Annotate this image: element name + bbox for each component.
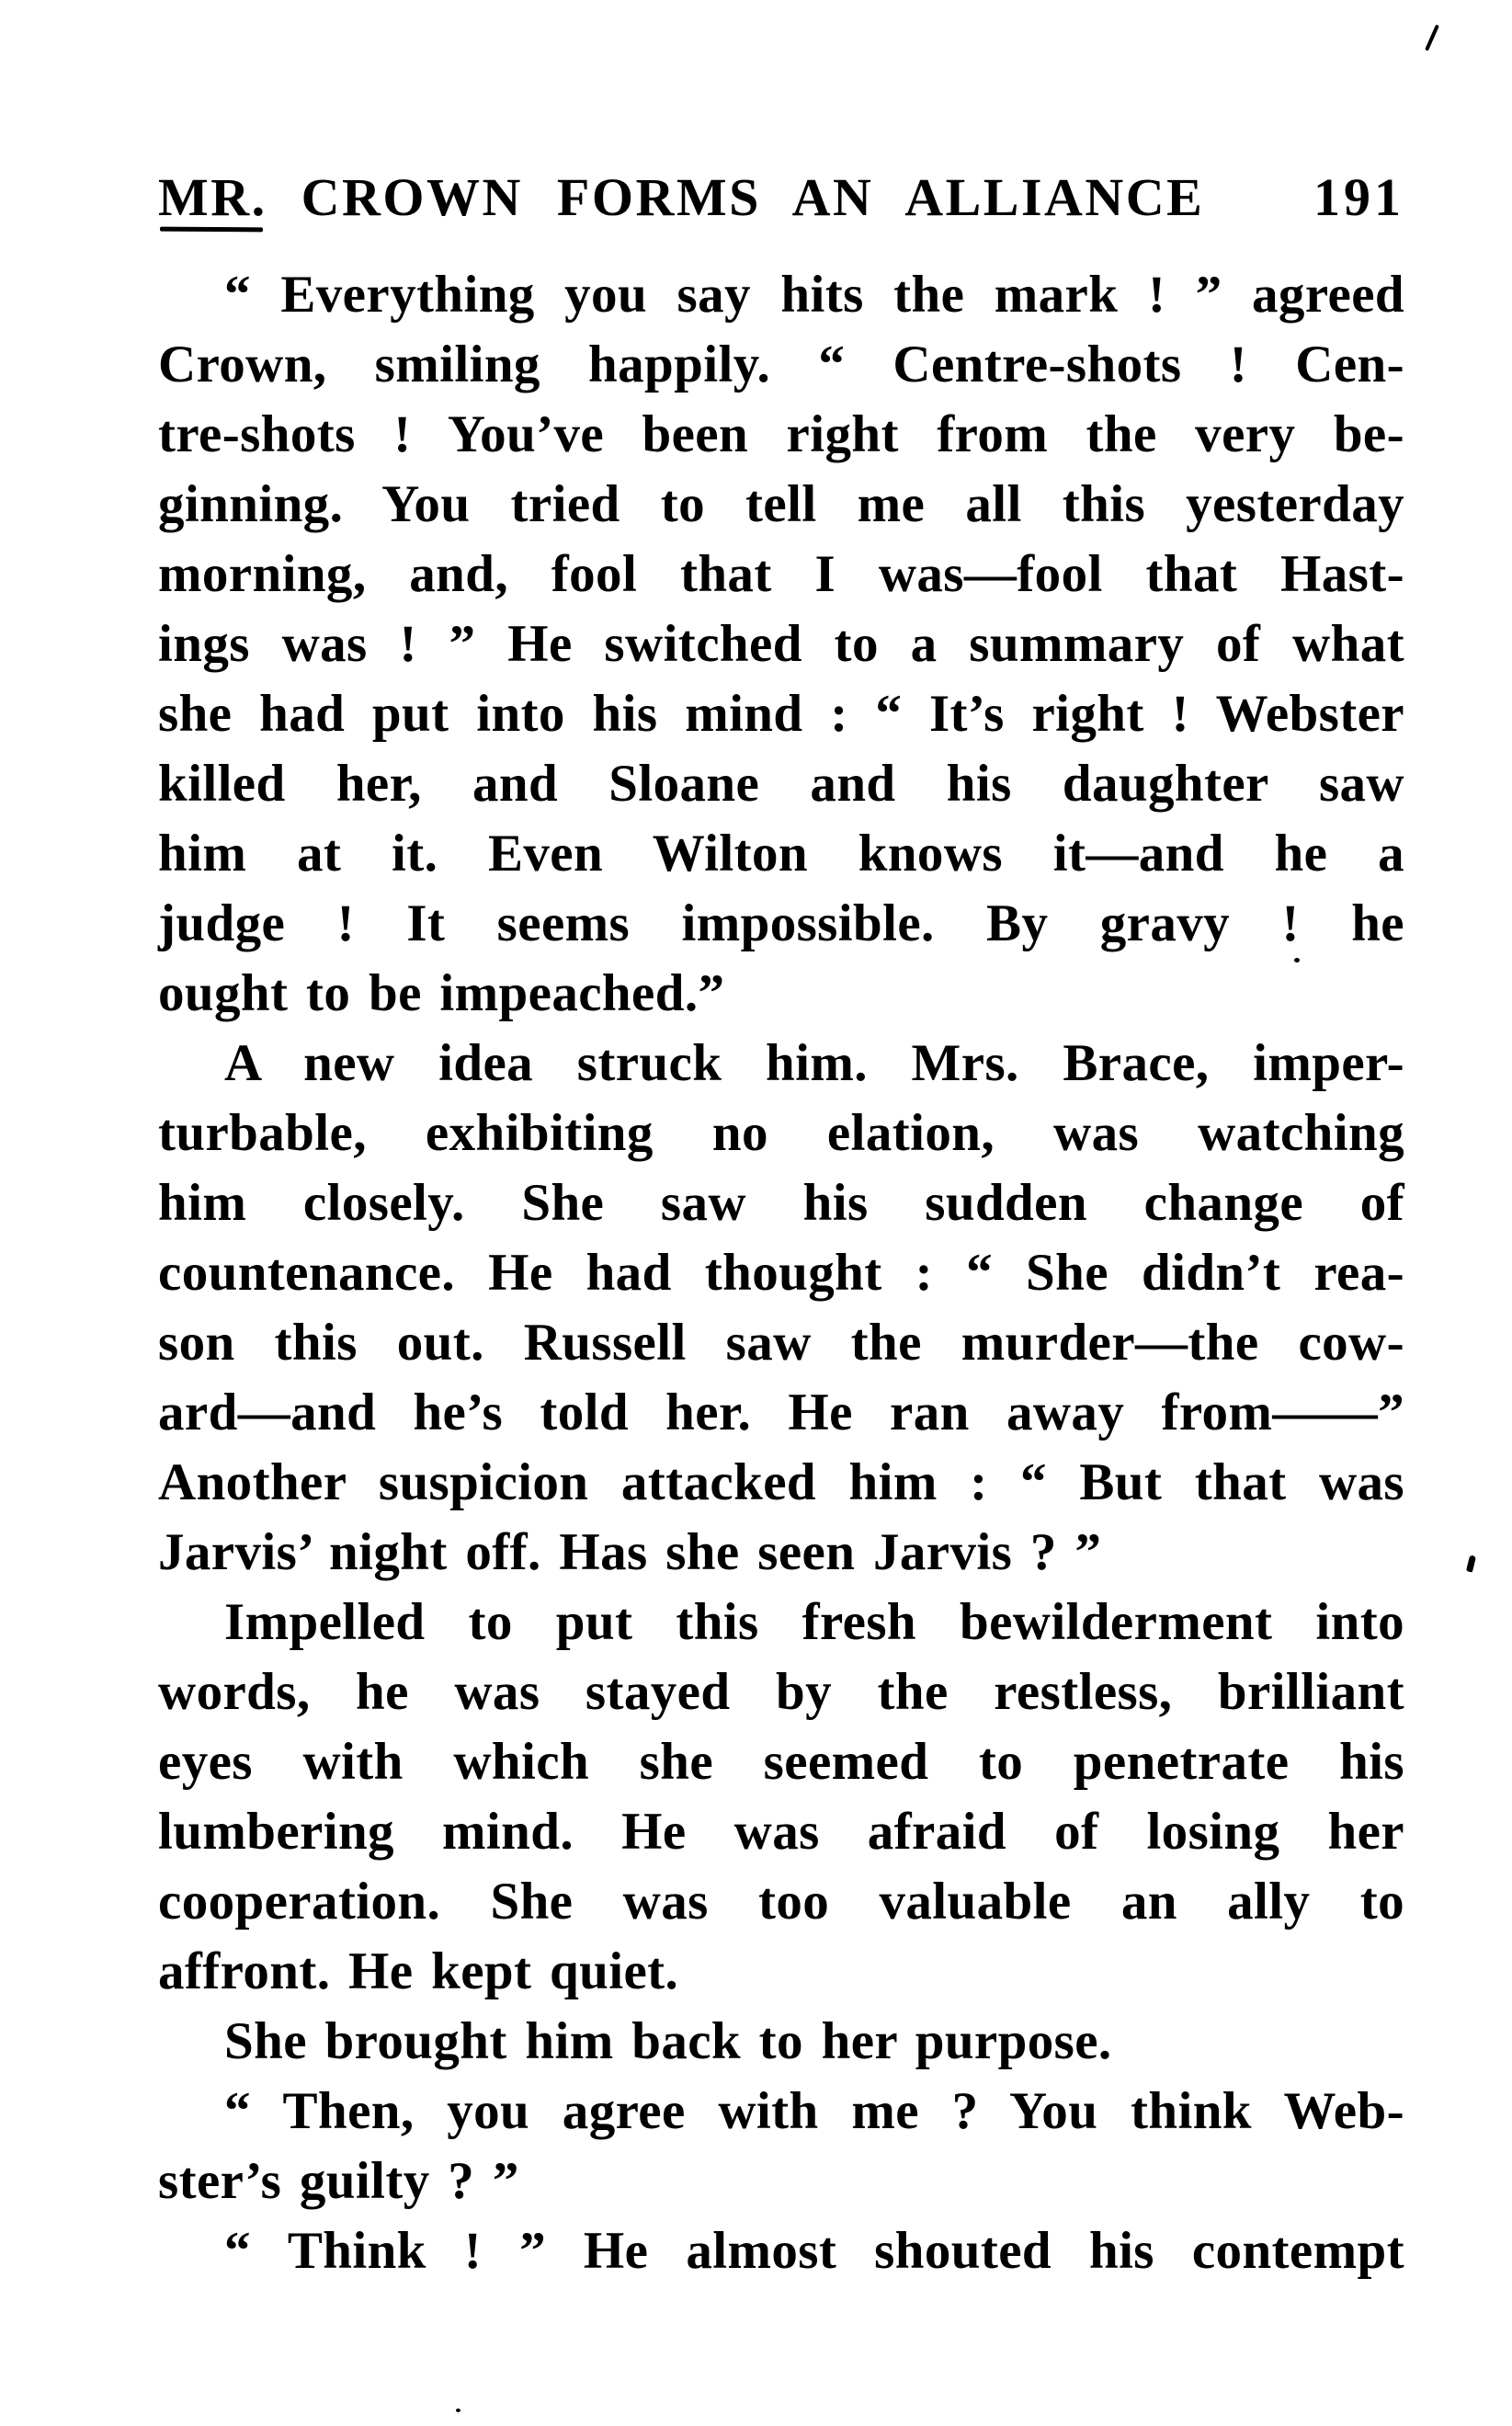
chapter-title: MR. CROWN FORMS AN ALLIANCE (158, 167, 1205, 227)
text-line: lumbering mind. He was afraid of losing her (158, 1802, 1404, 1861)
text-line: him at it. Even Wilton knows it—and he a (158, 824, 1404, 883)
text-line: turbable, exhibiting no elation, was watching (158, 1103, 1404, 1162)
paragraph (158, 1029, 1404, 1588)
scan-artifact-dot (456, 2409, 460, 2412)
text-line: ginning. You tried to tell me all this yesterday (158, 474, 1404, 533)
text-line: “ Then, you agree with me ? You think Web- (224, 2081, 1404, 2140)
text-line: ster’s guilty ? ” (158, 2151, 519, 2210)
text-line: tre-shots ! You’ve been right from the very be- (158, 404, 1404, 463)
paragraph (158, 2007, 1404, 2077)
scan-artifact-dot (1294, 958, 1300, 962)
scan-artifact-comma (1466, 1555, 1476, 1572)
text-line: ought to be impeached.” (158, 963, 725, 1022)
text-column (158, 167, 1404, 2286)
paragraph (158, 1588, 1404, 2007)
text-line: “ Think ! ” He almost shouted his contempt (224, 2221, 1404, 2280)
text-line: judge ! It seems impossible. By gravy ! he (158, 894, 1404, 952)
text-line: him closely. She saw his sudden change of (158, 1173, 1404, 1232)
text-line: morning, and, fool that I was—fool that Hast- (158, 544, 1404, 603)
text-line: Jarvis’ night off. Has she seen Jarvis ? ” (158, 1522, 1102, 1581)
text-line: words, he was stayed by the restless, brilliant (158, 1662, 1404, 1721)
text-line: eyes with which she seemed to penetrate his (158, 1732, 1404, 1791)
text-line: cooperation. She was too valuable an ally to (158, 1872, 1404, 1931)
paragraph (158, 260, 1404, 1029)
text-line: A new idea struck him. Mrs. Brace, imper- (224, 1033, 1404, 1092)
scan-artifact-underline (160, 227, 263, 233)
paragraph (158, 2216, 1404, 2286)
running-header (158, 167, 1404, 229)
scan-artifact-tick (1425, 24, 1439, 51)
text-line: killed her, and Sloane and his daughter saw (158, 754, 1404, 813)
text-line: affront. He kept quiet. (158, 1942, 679, 2000)
body-text (158, 260, 1404, 2286)
text-line: ings was ! ” He switched to a summary of what (158, 614, 1404, 673)
page-number: 191 (1313, 167, 1404, 227)
text-line: she had put into his mind : “ It’s right ! Webster (158, 684, 1404, 743)
text-line: She brought him back to her purpose. (224, 2011, 1112, 2070)
text-line: son this out. Russell saw the murder—the cow- (158, 1313, 1404, 1372)
text-line: ard—and he’s told her. He ran away from——” (158, 1383, 1404, 1441)
text-line: Crown, smiling happily. “ Centre-shots ! Cen- (158, 335, 1404, 393)
text-line: Another suspicion attacked him : “ But that was (158, 1452, 1404, 1511)
text-line: countenance. He had thought : “ She didn’t rea- (158, 1243, 1404, 1302)
paragraph (158, 2077, 1404, 2216)
text-line: Impelled to put this fresh bewilderment into (224, 1592, 1404, 1651)
text-line: “ Everything you say hits the mark ! ” agreed (224, 265, 1404, 324)
